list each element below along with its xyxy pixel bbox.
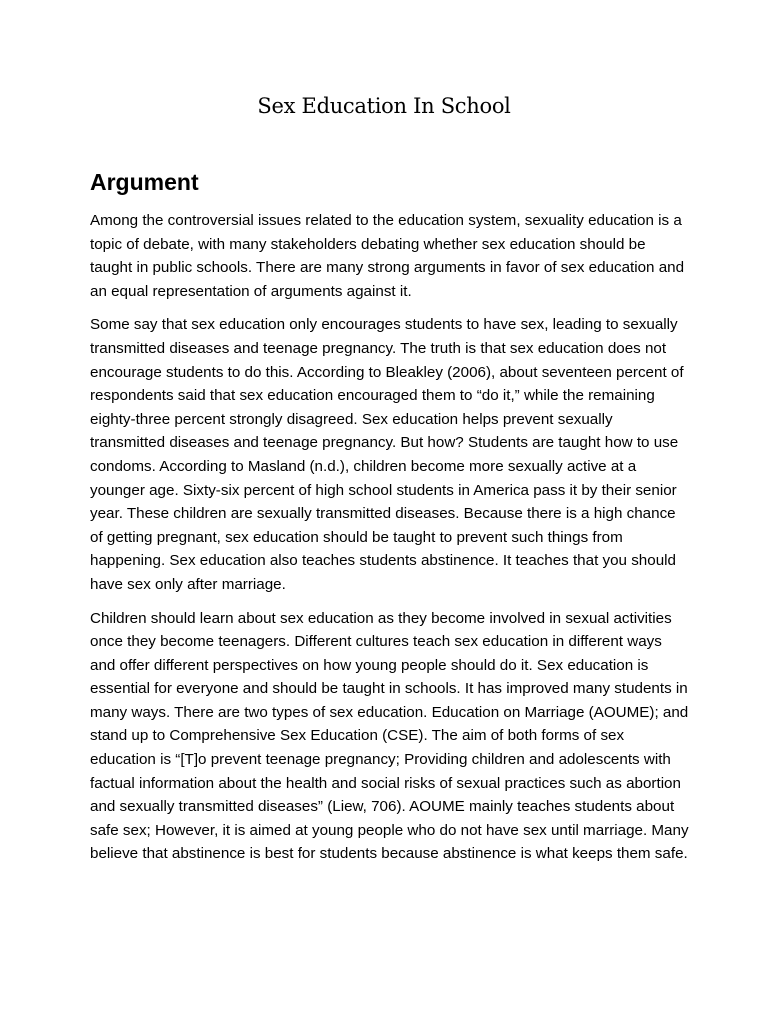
section-heading: Argument xyxy=(90,169,199,195)
paragraph-1: Among the controversial issues related to the education system, sexuality education is a topic of debate, with many stakeholders debating whether sex education should be taught in public schools. There are many strong arguments in favor of sex education and an equal representation of arguments against it. xyxy=(90,212,685,300)
document-title: Sex Education In School xyxy=(257,94,511,118)
body-text xyxy=(90,209,690,876)
paragraph-2: Some say that sex education only encourages students to have sex, leading to sexually transmitted diseases and teenage pregnancy. The truth is that sex education does not encourage students to do this. According to Bleakley (2006), about seventeen percent of respondents said that sex education encouraged them to “do it,” while the remaining eighty-three percent strongly disagreed. Sex education helps prevent sexually transmitted diseases and teenage pregnancy. But how? Students are taught how to use condoms. According to Masland (n.d.), children become more sexually active at a younger age. Sixty-six percent of high school students in America pass it by their senior year. These children are sexually transmitted diseases. Because there is a high chance of getting pregnant, sex education should be taught to prevent such things from happening. Sex education also teaches students abstinence. It teaches that you should have sex only after marriage. xyxy=(90,316,684,593)
paragraph-3: Children should learn about sex education as they become involved in sexual activities once they become teenagers. Different cultures teach sex education in different ways and offer different perspectives on how young people should do it. Sex education is essential for everyone and should be taught in schools. It has improved many students in many ways. There are two types of sex education. Education on Marriage (AOUME); and stand up to Comprehensive Sex Education (CSE). The aim of both forms of sex education is “[T]o prevent teenage pregnancy; Providing children and adolescents with factual information about the health and social risks of sexual practices such as abortion and sexually transmitted diseases” (Liew, 706). AOUME mainly teaches students about safe sex; However, it is aimed at young people who do not have sex until marriage. Many believe that abstinence is best for students because abstinence is what keeps them safe. xyxy=(90,609,689,863)
